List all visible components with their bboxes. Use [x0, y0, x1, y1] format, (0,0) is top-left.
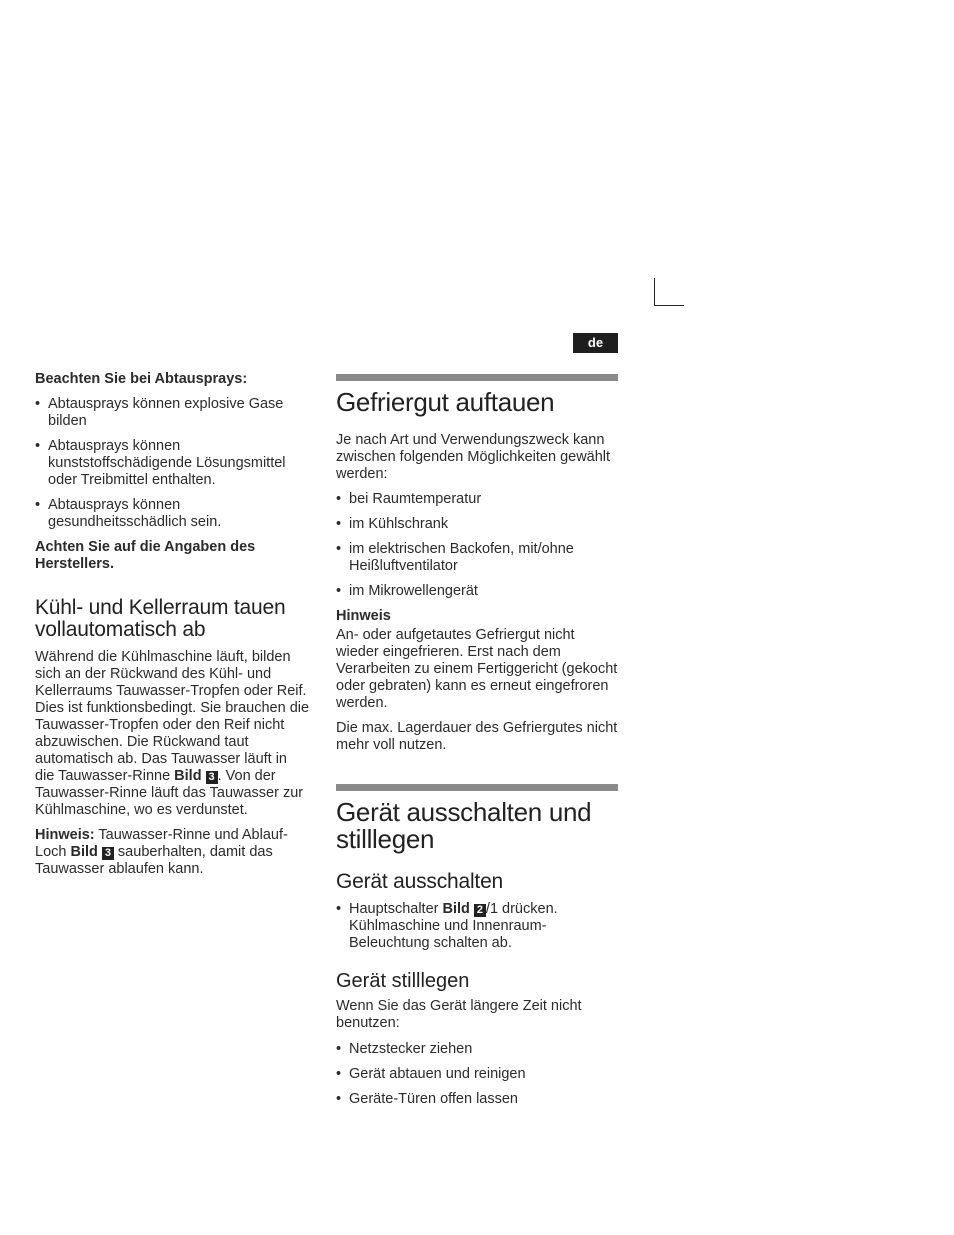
- hinweis-label: Hinweis:: [35, 827, 95, 843]
- manufacturer-note: Achten Sie auf die Angaben des Herstellers.: [35, 539, 256, 572]
- list-item: • Abtausprays können explosive Gase bilden: [35, 396, 310, 430]
- list-item: • im elektrischen Backofen, mit/ohne Heißluftventilator: [336, 541, 618, 575]
- hinweis-label: Hinweis: [336, 608, 391, 624]
- hinweis-text-2: sauberhalten, damit das Tauwasser ablaufen kann.: [35, 844, 273, 877]
- list-item: [336, 901, 618, 952]
- left-column: [35, 371, 310, 886]
- section-bar: [336, 784, 618, 791]
- crop-mark-vertical: [654, 278, 655, 305]
- switch-off-list: [336, 901, 618, 952]
- figure-3-badge: 3: [102, 847, 114, 860]
- thaw-heading: Gefriergut auftauen: [336, 387, 555, 417]
- bild-label: Bild: [174, 768, 202, 784]
- switch-off-heading: Gerät ausschalten: [336, 870, 504, 893]
- section-bar: [336, 374, 618, 381]
- list-item: • im Mikrowellengerät: [336, 583, 618, 600]
- thaw-intro: Je nach Art und Verwendungszweck kann zwischen folgenden Möglichkeiten gewählt werden:: [336, 432, 611, 482]
- list-item: • Abtausprays können kunststoffschädigende Lösungsmittel oder Treibmittel enthalten.: [35, 438, 310, 489]
- hinweis-paragraph: [35, 827, 310, 878]
- auto-defrost-paragraph: [35, 649, 310, 819]
- auto-text-2: . Von der Tauwasser-Rinne läuft das Tauwasser zur Kühlmaschine, wo es verdunstet.: [35, 768, 304, 818]
- thaw-list: [336, 491, 618, 600]
- middle-column: [336, 374, 618, 1116]
- language-tab: de: [573, 333, 618, 353]
- crop-mark-horizontal: [654, 305, 684, 306]
- figure-3-badge: 3: [206, 771, 218, 784]
- off-heading: Gerät ausschalten und stilllegen: [336, 797, 592, 854]
- shutdown-intro: Wenn Sie das Gerät längere Zeit nicht benutzen:: [336, 998, 582, 1031]
- switch-off-text-2: /1 drücken. Kühlmaschine und Innenraum-Beleuchtung schalten ab.: [349, 901, 558, 951]
- list-item: • Gerät abtauen und reinigen: [336, 1066, 618, 1083]
- shutdown-list: [336, 1041, 618, 1108]
- list-item: • Geräte-Türen offen lassen: [336, 1091, 618, 1108]
- list-item: • Abtausprays können gesundheitsschädlich sein.: [35, 497, 310, 531]
- bild-label: Bild: [70, 844, 98, 860]
- hinweis-text-1: Tauwasser-Rinne und Ablauf-Loch: [35, 827, 288, 860]
- shutdown-heading: Gerät stilllegen: [336, 970, 470, 992]
- auto-defrost-heading: Kühl- und Kellerraum tauen vollautomatisch ab: [35, 596, 286, 641]
- spray-heading: Beachten Sie bei Abtausprays:: [35, 371, 248, 387]
- list-item: • im Kühlschrank: [336, 516, 618, 533]
- spray-list: [35, 396, 310, 531]
- list-item: • Netzstecker ziehen: [336, 1041, 618, 1058]
- list-item: • bei Raumtemperatur: [336, 491, 618, 508]
- hinweis-paragraph-1: An- oder aufgetautes Gefriergut nicht wieder eingefrieren. Erst nach dem Verarbeiten zu einem Fertiggericht (gekocht oder gebraten) kann es erneut eingefroren werden.: [336, 627, 618, 711]
- hinweis-paragraph-2: Die max. Lagerdauer des Gefriergutes nicht mehr voll nutzen.: [336, 720, 618, 753]
- bild-label: Bild: [442, 901, 470, 917]
- switch-off-text-1: Hauptschalter: [349, 901, 443, 917]
- figure-2-badge: 2: [474, 904, 486, 917]
- auto-text-1: Während die Kühlmaschine läuft, bilden sich an der Rückwand des Kühl- und Kellerraums Tauwasser-Tropfen oder Reif. Dies ist funktionsbedingt. Sie brauchen die Tauwasser-Tropfen oder den Reif nicht abzuwischen. Die Rückwand taut automatisch ab. Das Tauwasser läuft in die Tauwasser-Rinne: [35, 649, 310, 784]
